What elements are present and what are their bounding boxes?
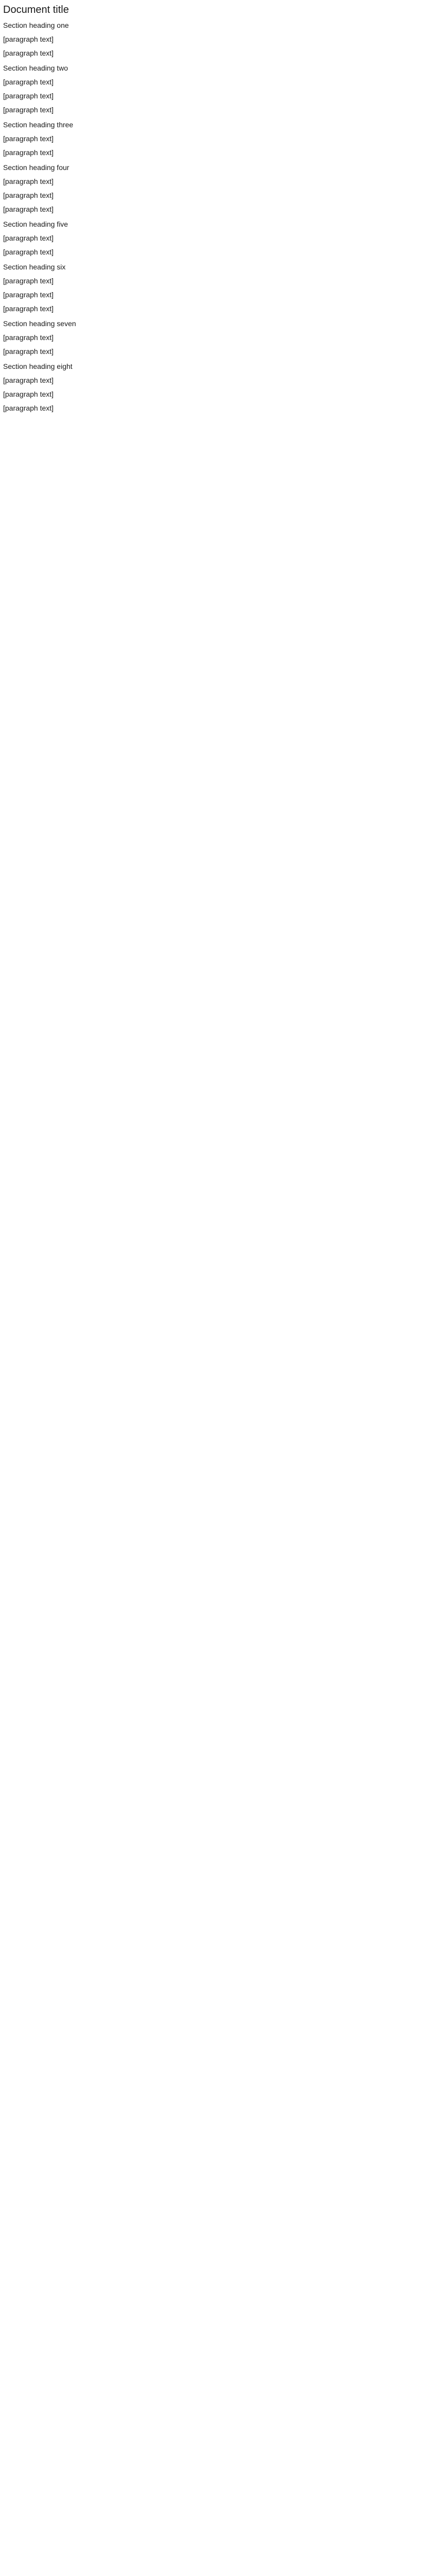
- paragraph: [paragraph text]: [3, 148, 54, 157]
- section-heading: Section heading seven: [3, 319, 76, 328]
- paragraph: [paragraph text]: [3, 134, 54, 143]
- section-heading: Section heading two: [3, 64, 68, 72]
- paragraph: [paragraph text]: [3, 92, 54, 100]
- paragraph: [paragraph text]: [3, 404, 54, 412]
- paragraph: [paragraph text]: [3, 191, 54, 199]
- paragraph: [paragraph text]: [3, 106, 54, 114]
- document-body: [3, 21, 433, 413]
- paragraph: [paragraph text]: [3, 347, 54, 355]
- paragraph: [paragraph text]: [3, 248, 54, 256]
- paragraph: [paragraph text]: [3, 390, 54, 398]
- paragraph: [paragraph text]: [3, 234, 54, 242]
- page-title: Document title: [3, 4, 69, 15]
- document-section: [3, 63, 433, 115]
- document-section: [3, 362, 433, 413]
- paragraph: [paragraph text]: [3, 304, 54, 313]
- paragraph: [paragraph text]: [3, 291, 54, 299]
- paragraph: [paragraph text]: [3, 277, 54, 285]
- paragraph: [paragraph text]: [3, 376, 54, 384]
- document-section: [3, 163, 433, 214]
- paragraph: [paragraph text]: [3, 205, 54, 213]
- section-heading: Section heading five: [3, 220, 68, 228]
- paragraph: [paragraph text]: [3, 78, 54, 86]
- document-section: [3, 21, 433, 58]
- paragraph: [paragraph text]: [3, 49, 54, 57]
- document-section: [3, 319, 433, 357]
- section-heading: Section heading six: [3, 263, 66, 271]
- document-page: [0, 0, 436, 413]
- document-section: [3, 219, 433, 257]
- document-section: [3, 120, 433, 158]
- document-section: [3, 262, 433, 314]
- paragraph: [paragraph text]: [3, 35, 54, 43]
- section-heading: Section heading four: [3, 163, 69, 172]
- section-heading: Section heading eight: [3, 362, 73, 370]
- paragraph: [paragraph text]: [3, 333, 54, 342]
- section-heading: Section heading three: [3, 121, 74, 129]
- paragraph: [paragraph text]: [3, 177, 54, 185]
- section-heading: Section heading one: [3, 21, 69, 29]
